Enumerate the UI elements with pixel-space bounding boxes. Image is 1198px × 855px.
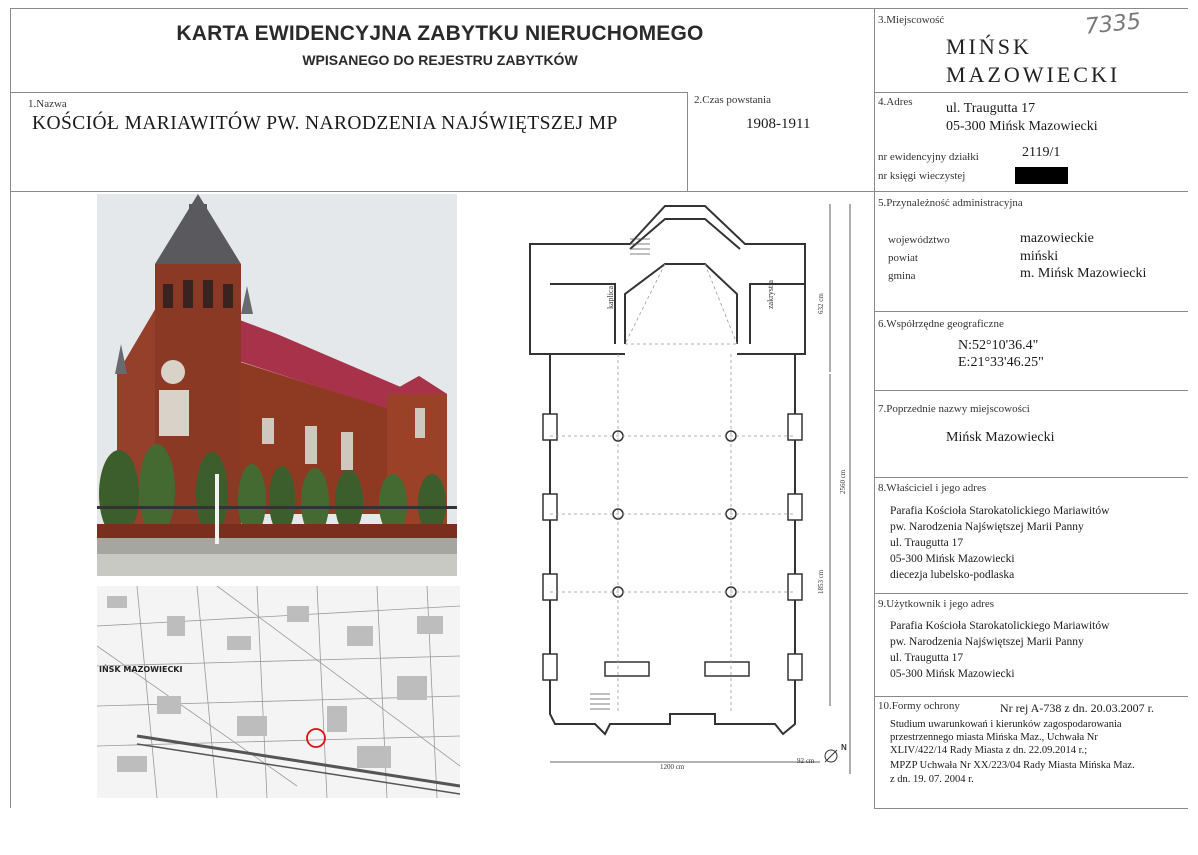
longitude: E:21°33'46.25" [958,355,1044,370]
protection-line: XLIV/422/14 Rady Miasta z dn. 22.09.2014 r.; [890,745,1088,756]
address-line2: 05-300 Mińsk Mazowiecki [946,119,1098,134]
dim-upper: 632 cm [817,293,825,314]
protection-line: Studium uwarunkowań i kierunków zagospodarowania [890,719,1122,730]
locality-line2: MAZOWIECKI [946,62,1121,87]
row-line [874,696,1188,697]
row-line [874,311,1188,312]
north-arrow-icon [825,743,847,762]
location-map [97,586,460,798]
locality-label: 3.Miejscowość [878,14,945,26]
admin-value: mazowieckie [1020,231,1094,246]
dim-width: 1200 cm [660,763,685,771]
map-label: IŃSK MAZOWIECKI [99,665,183,674]
row-line [874,808,1188,809]
row-line [874,477,1188,478]
construction-date: 1908-1911 [746,116,811,132]
owner-line: 05-300 Mińsk Mazowiecki [890,553,1015,565]
user-line: Parafia Kościoła Starokatolickiego Mariawitów [890,620,1110,632]
room-label-chapel: kaplica [606,285,615,309]
frame-divider [10,191,1188,192]
user-line: 05-300 Mińsk Mazowiecki [890,668,1015,680]
room-label-sacristy: zakrystia [766,280,775,309]
owner-line: ul. Traugutta 17 [890,537,964,549]
address-line1: ul. Traugutta 17 [946,101,1036,116]
owner-line: Parafia Kościoła Starokatolickiego Mariawitów [890,505,1110,517]
former-names-label: 7.Poprzednie nazwy miejscowości [878,403,1030,415]
protection-line: z dn. 19. 07. 2004 r. [890,774,974,785]
former-name: Mińsk Mazowiecki [946,430,1055,445]
protection-line: MPZP Uchwała Nr XX/223/04 Rady Miasta Mińska Maz. [890,760,1135,771]
church-photo [97,194,457,576]
row-line [874,92,1188,93]
registry-handwritten-number: 7335 [1083,9,1143,40]
admin-key: powiat [888,252,918,264]
card-title: KARTA EWIDENCYJNA ZABYTKU NIERUCHOMEGO [176,22,704,45]
admin-value: m. Mińsk Mazowiecki [1020,266,1147,281]
registry-entry: Nr rej A-738 z dn. 20.03.2007 r. [1000,701,1154,715]
name-label: 1.Nazwa [28,98,67,110]
dim-nave: 1853 cm [817,569,825,594]
dim-small: 92 cm [797,757,815,765]
user-line: ul. Traugutta 17 [890,652,964,664]
locality-line1: MIŃSK [946,34,1032,59]
church-photo-drawing [97,194,457,576]
latitude: N:52°10'36.4" [958,338,1039,353]
location-map-drawing [97,586,460,798]
admin-value: miński [1020,249,1059,264]
protection-line: przestrzennego miasta Mińska Maz., Uchwała Nr [890,732,1098,743]
admin-label: 5.Przynależność administracyjna [878,197,1023,209]
floor-plan-drawing [505,194,875,794]
frame-left [10,8,11,808]
user-line: pw. Narodzenia Najświętszej Marii Panny [890,636,1084,648]
coordinates-label: 6.Współrzędne geograficzne [878,318,1004,330]
row-line [874,390,1188,391]
north-label: N [841,743,847,752]
floor-plan [505,194,875,794]
parcel-number: 2119/1 [1022,145,1061,160]
card-subtitle: WPISANEGO DO REJESTRU ZABYTKÓW [302,52,578,68]
protection-label: 10.Formy ochrony [878,700,960,712]
divider-name-date [687,92,688,192]
owner-label: 8.Właściciel i jego adres [878,482,987,494]
owner-line: diecezja lubelsko-podlaska [890,569,1015,581]
date-label: 2.Czas powstania [694,94,771,106]
ledger-label: nr księgi wieczystej [878,170,966,182]
user-label: 9.Użytkownik i jego adres [878,598,995,610]
ledger-number-redacted [1015,167,1068,184]
divider-header [10,92,687,93]
frame-top [10,8,1188,9]
parcel-label: nr ewidencyjny działki [878,151,979,163]
dim-total: 2560 cm [839,469,847,494]
monument-name: KOŚCIÓŁ MARIAWITÓW PW. NARODZENIA NAJŚWIĘTSZEJ MP [32,113,618,134]
admin-key: województwo [888,234,950,246]
row-line [874,593,1188,594]
address-label: 4.Adres [878,96,913,108]
owner-line: pw. Narodzenia Najświętszej Marii Panny [890,521,1084,533]
admin-key: gmina [888,270,916,282]
